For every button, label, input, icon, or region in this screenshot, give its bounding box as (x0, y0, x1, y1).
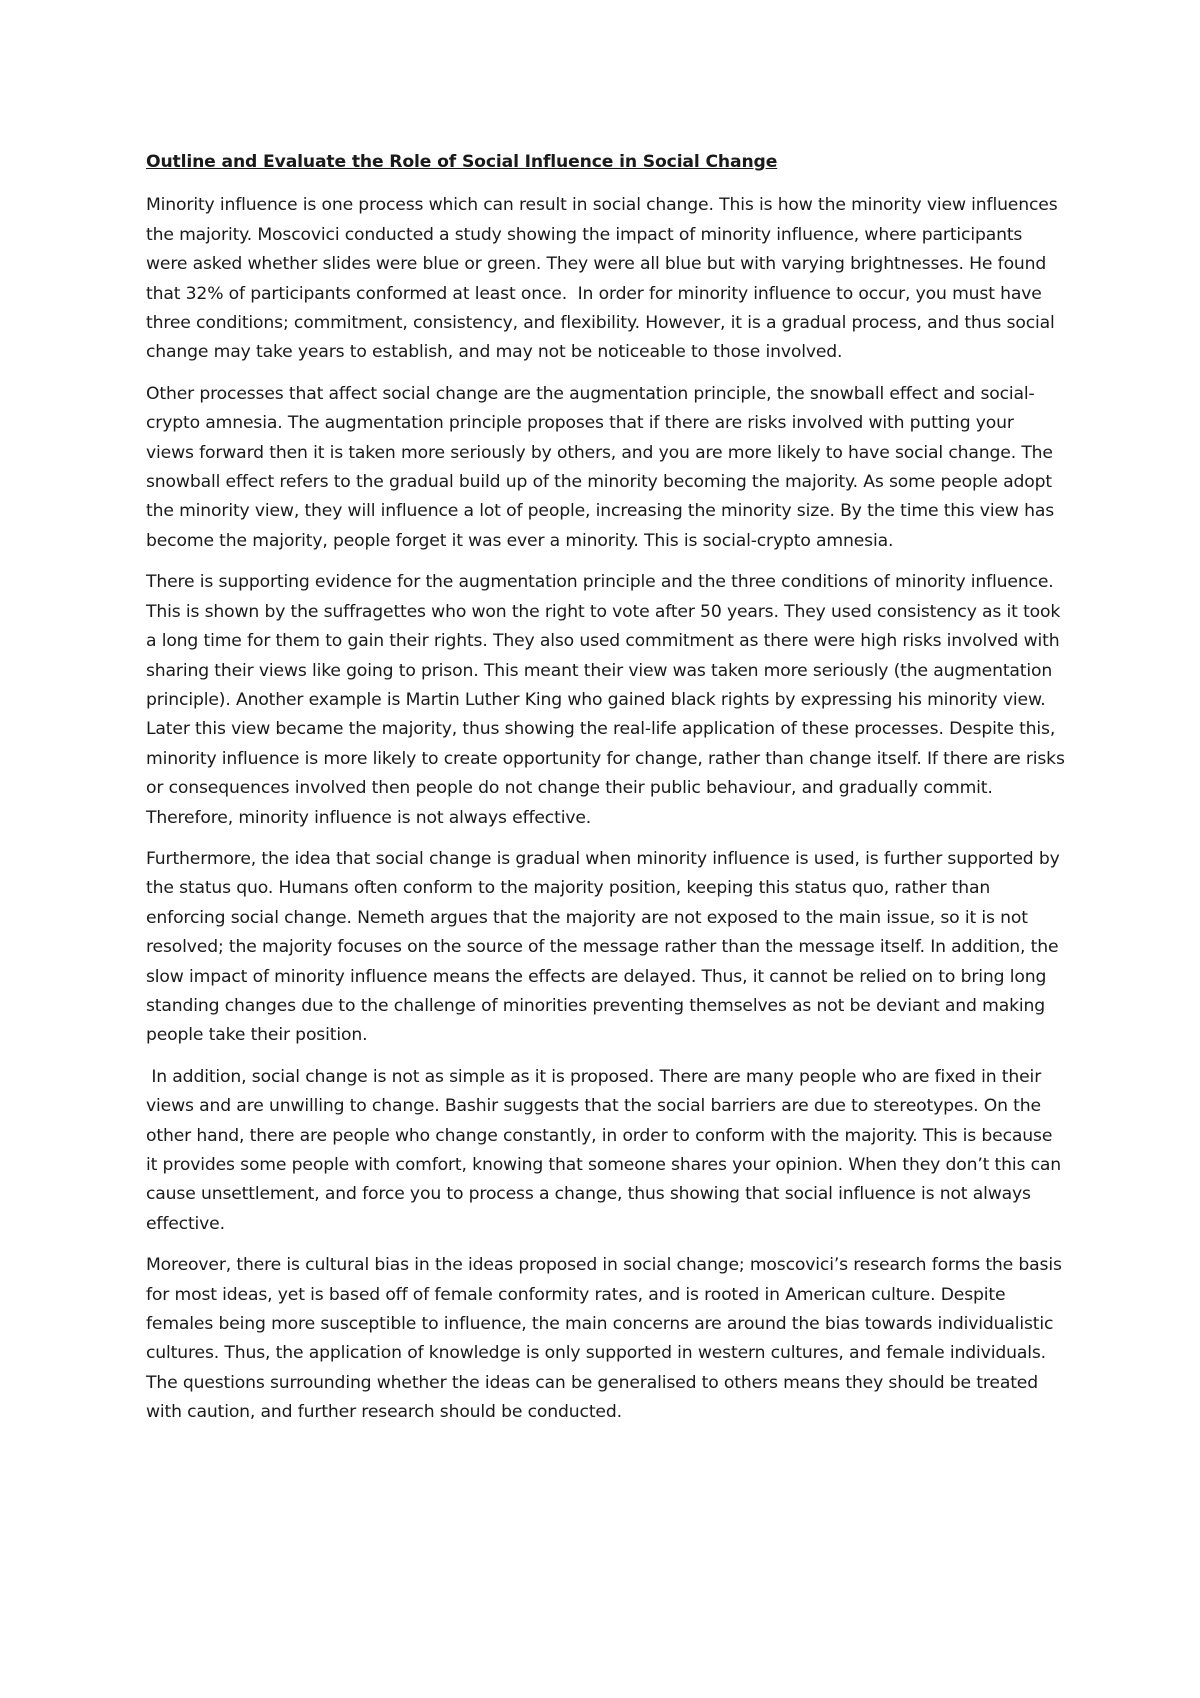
paragraph-other-processes: Other processes that affect social change are the augmentation principle, the snowball effect and social-crypto amnesia. The augmentation principle proposes that if there are risks involved with putting your views forward then it is taken more seriously by others, and you are more likely to have social change. The snowball effect refers to the gradual build up of the minority becoming the majority. As some people adopt the minority view, they will influence a lot of people, increasing the minority size. By the time this view has become the majority, people forget it was ever a minority. This is social-crypto amnesia. (146, 383, 1060, 551)
document-title: Outline and Evaluate the Role of Social Influence in Social Change (146, 152, 778, 172)
paragraph-supporting-evidence: There is supporting evidence for the augmentation principle and the three conditions of minority influence. This is shown by the suffragettes who won the right to vote after 50 years. They used consistency as it took a long time for them to gain their rights. They also used commitment as there were high risks involved with sharing their views like going to prison. This meant their view was taken more seriously (the augmentation principle). Another example is Martin Luther King who gained black rights by expressing his minority view. Later this view became the majority, thus showing the real-life application of these processes. Despite this, minority influence is more likely to create opportunity for change, rather than change itself. If there are risks or consequences involved then people do not change their public behaviour, and gradually commit. Therefore, minority influence is not always effective. (146, 572, 1071, 828)
paragraph-cultural-bias: Moreover, there is cultural bias in the ideas proposed in social change; moscovici’s research forms the basis for most ideas, yet is based off of female conformity rates, and is rooted in American culture. Despite females being more susceptible to influence, the main concerns are around the bias towards individualistic cultures. Thus, the application of knowledge is only supported in western cultures, and female individuals. The questions surrounding whether the ideas can be generalised to others means they should be treated with caution, and further research should be conducted. (146, 1255, 1068, 1423)
paragraph-status-quo: Furthermore, the idea that social change is gradual when minority influence is used, is further supported by the status quo. Humans often conform to the majority position, keeping this status quo, rather than enforcing social change. Nemeth argues that the majority are not exposed to the main issue, so it is not resolved; the majority focuses on the source of the message rather than the message itself. In addition, the slow impact of minority influence means the effects are delayed. Thus, it cannot be relied on to bring long standing changes due to the challenge of minorities preventing themselves as not be deviant and making people take their position. (146, 848, 1065, 1046)
paragraph-minority-influence: Minority influence is one process which can result in social change. This is how the minority view influences the majority. Moscovici conducted a study showing the impact of minority influence, where participants were asked whether slides were blue or green. They were all blue but with varying brightnesses. He found that 32% of participants conformed at least once. In order for minority influence to occur, you must have three conditions; commitment, consistency, and flexibility. However, it is a gradual process, and thus social change may take years to establish, and may not be noticeable to those involved. (146, 195, 1063, 363)
document-body (146, 148, 1071, 1440)
paragraph-not-simple: In addition, social change is not as simple as it is proposed. There are many people who are fixed in their views and are unwilling to change. Bashir suggests that the social barriers are due to stereotypes. On the other hand, there are people who change constantly, in order to conform with the majority. This is because it provides some people with comfort, knowing that someone shares your opinion. When they don’t this can cause unsettlement, and force you to process a change, thus showing that social influence is not always effective. (146, 1066, 1067, 1234)
